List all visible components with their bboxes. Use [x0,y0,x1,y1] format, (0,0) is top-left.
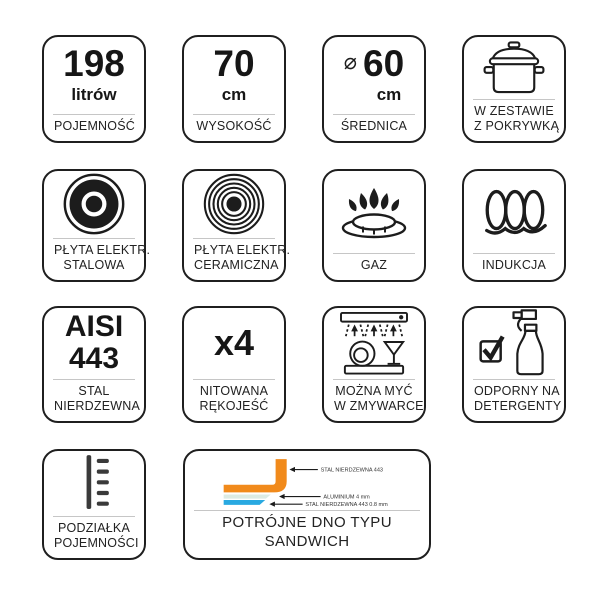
dishwasher-caption: MOŻNA MYĆ W ZMYWARCE [333,379,415,422]
arrow-left-icon [279,494,285,499]
tile-detergents [462,306,566,423]
pot-with-lid-icon [482,41,546,95]
label-steel-inner: STAL NIERDZEWNA 443 0.8 mm [305,502,388,509]
label-steel-outer: STAL NIERDZEWNA 443 [320,467,384,474]
handles-caption: NITOWANA RĘKOJEŚĆ [193,379,275,422]
ceramic-hob-icon [202,172,266,236]
tile-gas [322,169,426,282]
diameter-symbol-icon: ⌀ [343,48,358,74]
label-aluminium: ALUMINIUM 4 mm [323,494,370,501]
dishwasher-safe-icon [337,310,411,376]
diameter-value: 60 [363,43,405,85]
tile-height [182,35,286,143]
height-unit: cm [221,85,247,105]
tile-capacity [42,35,146,143]
steel-hob-caption: PŁYTA ELEKTR. STALOWA [53,238,135,281]
tile-riveted-handles [182,306,286,423]
steel-grade-caption: STAL NIERDZEWNA [53,379,135,422]
tile-diameter [322,35,426,143]
tile-lid-included [462,35,566,143]
arrow-left-icon [289,467,295,472]
sandwich-caption: POTRÓJNE DNO TYPU SANDWICH [194,510,420,558]
sandwich-bottom-diagram [185,455,423,510]
aluminium-layer [224,494,271,498]
diameter-unit: cm [376,85,402,105]
steel-inner-layer [224,500,266,505]
measuring-scale-icon [68,453,120,513]
induction-caption: INDUKCJA [473,253,555,280]
diameter-caption: ŚREDNICA [333,114,415,141]
tile-sandwich-bottom [183,449,431,560]
height-caption: WYSOKOŚĆ [193,114,275,141]
tile-steel-grade [42,306,146,423]
ceramic-hob-caption: PŁYTA ELEKTR. CERAMICZNA [193,238,275,281]
tile-induction [462,169,566,282]
capacity-unit: litrów [71,85,117,105]
tile-ceramic-hob [182,169,291,282]
detergents-caption: ODPORNY NA DETERGENTY [473,379,555,422]
height-value: 70 [213,43,255,85]
gas-burner-icon [336,182,412,242]
scale-caption: PODZIAŁKA POJEMNOŚCI [53,516,135,559]
lid-caption: W ZESTAWIE Z POKRYWKĄ [473,99,555,142]
steel-grade-value: AISI 443 [64,309,124,376]
capacity-caption: POJEMNOŚĆ [53,114,135,141]
tile-steel-hob [42,169,151,282]
spray-bottle-checkbox-icon [477,308,551,379]
steel-hob-icon [62,172,126,236]
handles-count: x4 [213,322,255,364]
arrow-left-icon [269,502,275,507]
gas-caption: GAZ [333,253,415,280]
induction-coil-icon [477,182,551,242]
steel-outer-layer [224,459,287,492]
tile-dishwasher [322,306,426,423]
tile-measuring-scale [42,449,146,560]
capacity-value: 198 [63,43,125,85]
